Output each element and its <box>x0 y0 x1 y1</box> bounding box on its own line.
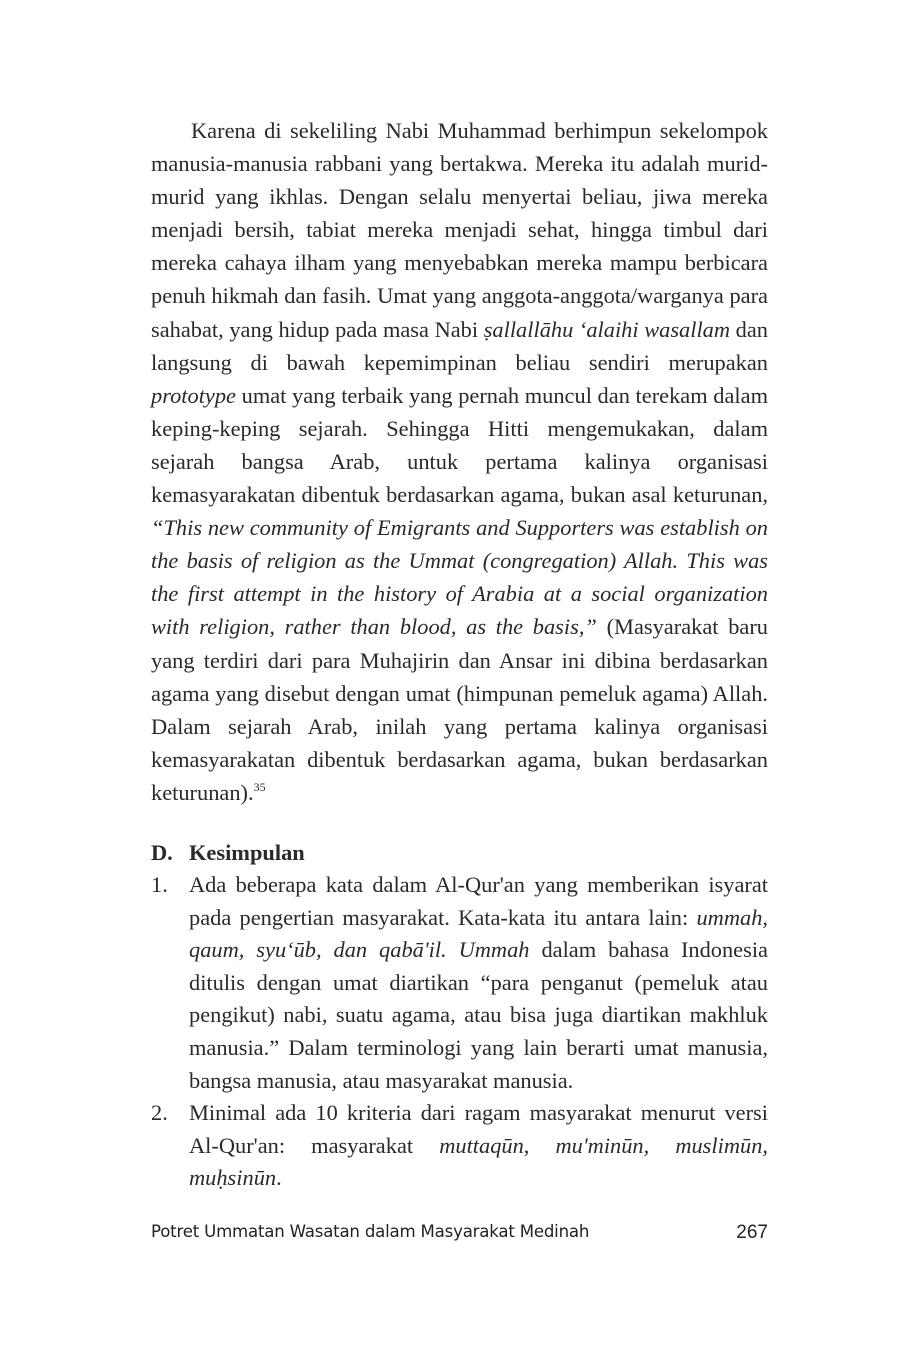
conclusion-list <box>151 869 768 1195</box>
list-italic-text: ummah, qaum, syu‘ūb, dan qabā'il. Ummah <box>189 904 768 963</box>
list-text: , <box>523 1132 556 1158</box>
body-paragraph <box>151 114 768 809</box>
paragraph-text: umat yang terbaik yang pernah muncul dan terekam dalam keping-keping sejarah. Sehingga Hitti mengemukakan, dalam sejarah bangsa Arab, untuk pertama kalinya organisasi kemasyarakatan dibentuk berdasarkan agama, bukan asal keturunan, <box>151 382 768 508</box>
page-footer <box>151 1222 768 1248</box>
list-item-number: 2. <box>151 1100 168 1126</box>
paragraph-text: Karena di sekeliling Nabi Muhammad berhimpun sekelompok manusia-manusia rabbani yang bertakwa. Mereka itu adalah murid-murid yang ikhlas. Dengan selalu menyertai beliau, jiwa mereka menjadi bersih, tabiat mereka menjadi sehat, hingga timbul dari mereka cahaya ilham yang menyebabkan mereka mampu berbicara penuh hikmah dan fasih. Umat yang anggota-anggota/warganya para sahabat, yang hidup pada masa Nabi <box>151 118 768 342</box>
paragraph-italic-text: ṣallallāhu ‘alaihi wasallam <box>483 316 731 342</box>
list-item-number: 1. <box>151 871 168 897</box>
list-item-text <box>189 872 768 1093</box>
footnote-reference[interactable]: 35 <box>253 779 266 794</box>
list-text: dalam bahasa Indonesia ditulis dengan umat diartikan “para penganut (pemeluk atau pengikut) nabi, suatu agama, atau bisa juga diartikan makhluk manusia.” Dalam terminologi yang lain berarti umat manusia, bangsa manusia, atau masyarakat manusia. <box>189 937 768 1093</box>
list-italic-text: muttaqūn <box>439 1132 524 1158</box>
list-italic-text: mu'minūn, muslimūn, muḥsinūn <box>189 1132 769 1191</box>
list-item <box>151 1097 768 1195</box>
paragraph-text: dan langsung di bawah kepemimpinan beliau sendiri merupakan <box>151 316 768 375</box>
section-title: Kesimpulan <box>189 839 305 865</box>
page-body <box>151 114 768 1195</box>
page-number: 267 <box>736 1222 768 1243</box>
section-letter: D. <box>151 839 173 865</box>
list-text: Minimal ada 10 kriteria dari ragam masyarakat menurut versi Al-Qur'an: masyarakat <box>189 1100 768 1158</box>
list-text: . <box>276 1165 282 1191</box>
paragraph-text: (Masyarakat baru yang terdiri dari para Muhajirin dan Ansar ini dibina berdasarkan agama yang disebut dengan umat (himpunan pemeluk agama) Allah. Dalam sejarah Arab, inilah yang pertama kalinya organisasi kemasyarakatan dibentuk berdasarkan agama, bukan berdasarkan keturunan). <box>151 614 768 805</box>
english-quote: “This new community of Emigrants and Supporters was establish on the basis of religion as the Ummat (congregation) Allah. This was the first attempt in the history of Arabia at a social organization with religion, rather than blood, as the basis,” <box>151 515 768 640</box>
running-footer-title: Potret Ummatan Wasatan dalam Masyarakat Medinah <box>151 1222 590 1241</box>
list-item-text <box>189 1100 768 1190</box>
section-heading <box>151 836 768 869</box>
list-item <box>151 869 768 1097</box>
list-text: Ada beberapa kata dalam Al-Qur'an yang memberikan isyarat pada pengertian masyarakat. Kata-kata itu antara lain: <box>189 871 768 930</box>
paragraph-italic-text: prototype <box>151 382 236 408</box>
